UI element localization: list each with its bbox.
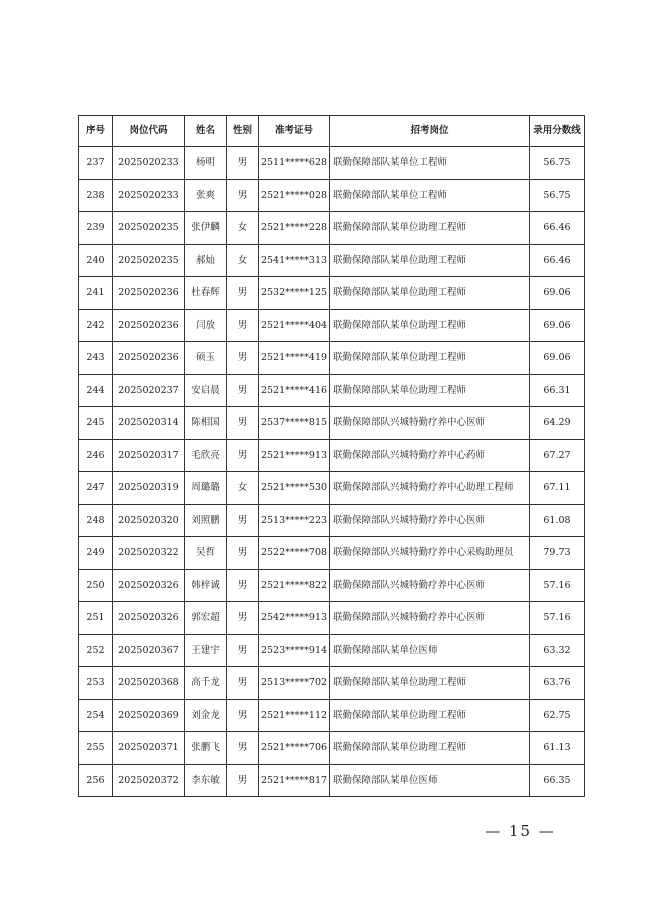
table-row: [79, 147, 585, 180]
ticket-number-cell: 2521*****530: [259, 472, 330, 505]
position-code-cell: 2025020372: [113, 764, 185, 797]
recruit-position-header: 招考岗位: [330, 116, 530, 147]
score-line-cell: 56.75: [530, 179, 585, 212]
table-row: [79, 244, 585, 277]
name-cell: 吴哲: [185, 537, 227, 570]
recruit-position-cell: 联勤保障部队兴城特勤疗养中心医师: [330, 407, 530, 440]
position-code-cell: 2025020320: [113, 504, 185, 537]
recruit-position-cell: 联勤保障部队某单位助理工程师: [330, 667, 530, 700]
score-line-cell: 64.29: [530, 407, 585, 440]
gender-cell: 男: [227, 147, 259, 180]
ticket-number-cell: 2521*****419: [259, 342, 330, 375]
recruit-position-cell: 联勤保障部队某单位助理工程师: [330, 212, 530, 245]
seq-cell: 249: [79, 537, 113, 570]
ticket-number-cell: 2532*****125: [259, 277, 330, 310]
ticket-number-cell: 2511*****628: [259, 147, 330, 180]
recruit-position-cell: 联勤保障部队兴城特勤疗养中心医师: [330, 504, 530, 537]
table-row: [79, 374, 585, 407]
name-cell: 安启晨: [185, 374, 227, 407]
gender-cell: 男: [227, 602, 259, 635]
recruit-position-cell: 联勤保障部队某单位助理工程师: [330, 244, 530, 277]
ticket-number-cell: 2521*****416: [259, 374, 330, 407]
table-body: [79, 147, 585, 797]
name-cell: 毛欣亮: [185, 439, 227, 472]
seq-cell: 250: [79, 569, 113, 602]
table-row: [79, 179, 585, 212]
gender-cell: 男: [227, 537, 259, 570]
score-line-cell: 61.13: [530, 732, 585, 765]
table-row: [79, 569, 585, 602]
name-cell: 韩梓诚: [185, 569, 227, 602]
position-code-cell: 2025020367: [113, 634, 185, 667]
position-code-cell: 2025020317: [113, 439, 185, 472]
score-line-cell: 62.75: [530, 699, 585, 732]
recruit-position-cell: 联勤保障部队兴城特勤疗养中心医师: [330, 602, 530, 635]
score-line-cell: 69.06: [530, 277, 585, 310]
name-cell: 郝灿: [185, 244, 227, 277]
seq-cell: 237: [79, 147, 113, 180]
gender-cell: 女: [227, 212, 259, 245]
score-line-cell: 63.76: [530, 667, 585, 700]
ticket-number-cell: 2521*****028: [259, 179, 330, 212]
name-cell: 闫放: [185, 309, 227, 342]
name-cell: 高千龙: [185, 667, 227, 700]
table-row: [79, 764, 585, 797]
name-cell: 杨明: [185, 147, 227, 180]
seq-cell: 255: [79, 732, 113, 765]
name-cell: 陈相国: [185, 407, 227, 440]
score-line-cell: 66.35: [530, 764, 585, 797]
seq-cell: 247: [79, 472, 113, 505]
ticket-number-cell: 2521*****913: [259, 439, 330, 472]
header-row: [79, 116, 585, 147]
page-number: — 15 —: [485, 822, 556, 840]
position-code-cell: 2025020236: [113, 309, 185, 342]
name-cell: 杜春辉: [185, 277, 227, 310]
position-code-cell: 2025020371: [113, 732, 185, 765]
score-line-cell: 61.08: [530, 504, 585, 537]
seq-cell: 241: [79, 277, 113, 310]
score-line-cell: 57.16: [530, 602, 585, 635]
gender-cell: 女: [227, 244, 259, 277]
recruit-position-cell: 联勤保障部队某单位工程师: [330, 147, 530, 180]
score-line-cell: 67.11: [530, 472, 585, 505]
seq-cell: 243: [79, 342, 113, 375]
position-code-cell: 2025020233: [113, 179, 185, 212]
ticket-number-cell: 2513*****702: [259, 667, 330, 700]
table-row: [79, 602, 585, 635]
score-line-cell: 66.31: [530, 374, 585, 407]
seq-cell: 245: [79, 407, 113, 440]
recruit-position-cell: 联勤保障部队某单位助理工程师: [330, 699, 530, 732]
table-row: [79, 407, 585, 440]
seq-cell: 238: [79, 179, 113, 212]
score-line-cell: 67.27: [530, 439, 585, 472]
position-code-cell: 2025020326: [113, 602, 185, 635]
seq-cell: 251: [79, 602, 113, 635]
score-line-cell: 69.06: [530, 309, 585, 342]
gender-cell: 男: [227, 407, 259, 440]
seq-cell: 248: [79, 504, 113, 537]
table-row: [79, 537, 585, 570]
gender-cell: 男: [227, 699, 259, 732]
gender-cell: 男: [227, 667, 259, 700]
table-row: [79, 277, 585, 310]
position-code-cell: 2025020326: [113, 569, 185, 602]
recruit-position-cell: 联勤保障部队某单位工程师: [330, 179, 530, 212]
table-row: [79, 732, 585, 765]
ticket-number-cell: 2521*****817: [259, 764, 330, 797]
gender-cell: 男: [227, 569, 259, 602]
recruit-position-cell: 联勤保障部队某单位医师: [330, 764, 530, 797]
recruit-position-cell: 联勤保障部队某单位医师: [330, 634, 530, 667]
seq-cell: 242: [79, 309, 113, 342]
seq-cell: 239: [79, 212, 113, 245]
position-code-cell: 2025020233: [113, 147, 185, 180]
seq-cell: 252: [79, 634, 113, 667]
recruit-position-cell: 联勤保障部队某单位助理工程师: [330, 342, 530, 375]
ticket-number-cell: 2521*****706: [259, 732, 330, 765]
gender-cell: 男: [227, 732, 259, 765]
recruit-position-cell: 联勤保障部队某单位助理工程师: [330, 277, 530, 310]
table-row: [79, 634, 585, 667]
seq-cell: 240: [79, 244, 113, 277]
name-cell: 王建宇: [185, 634, 227, 667]
position-code-cell: 2025020369: [113, 699, 185, 732]
recruit-position-cell: 联勤保障部队兴城特勤疗养中心药师: [330, 439, 530, 472]
seq-cell: 254: [79, 699, 113, 732]
ticket-number-cell: 2522*****708: [259, 537, 330, 570]
gender-cell: 男: [227, 764, 259, 797]
seq-header: 序号: [79, 116, 113, 147]
name-cell: 郭宏超: [185, 602, 227, 635]
score-line-cell: 56.75: [530, 147, 585, 180]
position-code-header: 岗位代码: [113, 116, 185, 147]
table-row: [79, 504, 585, 537]
position-code-cell: 2025020236: [113, 277, 185, 310]
ticket-number-cell: 2537*****815: [259, 407, 330, 440]
gender-cell: 男: [227, 309, 259, 342]
results-table: [78, 115, 585, 797]
position-code-cell: 2025020322: [113, 537, 185, 570]
score-line-cell: 66.46: [530, 244, 585, 277]
gender-header: 性别: [227, 116, 259, 147]
table-row: [79, 699, 585, 732]
seq-cell: 244: [79, 374, 113, 407]
name-cell: 刘金龙: [185, 699, 227, 732]
gender-cell: 男: [227, 504, 259, 537]
name-cell: 张爽: [185, 179, 227, 212]
seq-cell: 246: [79, 439, 113, 472]
gender-cell: 男: [227, 439, 259, 472]
score-line-cell: 66.46: [530, 212, 585, 245]
score-line-header: 录用分数线: [530, 116, 585, 147]
ticket-number-cell: 2513*****223: [259, 504, 330, 537]
score-line-cell: 63.32: [530, 634, 585, 667]
ticket-number-header: 准考证号: [259, 116, 330, 147]
table-row: [79, 667, 585, 700]
ticket-number-cell: 2523*****914: [259, 634, 330, 667]
recruit-position-cell: 联勤保障部队某单位助理工程师: [330, 309, 530, 342]
ticket-number-cell: 2521*****822: [259, 569, 330, 602]
position-code-cell: 2025020314: [113, 407, 185, 440]
ticket-number-cell: 2521*****228: [259, 212, 330, 245]
recruit-position-cell: 联勤保障部队某单位助理工程师: [330, 374, 530, 407]
ticket-number-cell: 2521*****112: [259, 699, 330, 732]
gender-cell: 男: [227, 634, 259, 667]
gender-cell: 男: [227, 277, 259, 310]
name-cell: 张伊麟: [185, 212, 227, 245]
position-code-cell: 2025020235: [113, 244, 185, 277]
name-cell: 硕玉: [185, 342, 227, 375]
table-row: [79, 309, 585, 342]
gender-cell: 男: [227, 374, 259, 407]
table-header: [79, 116, 585, 147]
name-cell: 周璐璐: [185, 472, 227, 505]
table-row: [79, 342, 585, 375]
score-line-cell: 79.73: [530, 537, 585, 570]
ticket-number-cell: 2542*****913: [259, 602, 330, 635]
ticket-number-cell: 2541*****313: [259, 244, 330, 277]
name-cell: 刘照鹏: [185, 504, 227, 537]
position-code-cell: 2025020235: [113, 212, 185, 245]
gender-cell: 女: [227, 472, 259, 505]
recruit-position-cell: 联勤保障部队兴城特勤疗养中心助理工程师: [330, 472, 530, 505]
position-code-cell: 2025020237: [113, 374, 185, 407]
recruit-position-cell: 联勤保障部队某单位助理工程师: [330, 732, 530, 765]
seq-cell: 253: [79, 667, 113, 700]
position-code-cell: 2025020368: [113, 667, 185, 700]
recruit-position-cell: 联勤保障部队兴城特勤疗养中心采购助理员: [330, 537, 530, 570]
ticket-number-cell: 2521*****404: [259, 309, 330, 342]
name-cell: 李东敏: [185, 764, 227, 797]
name-header: 姓名: [185, 116, 227, 147]
position-code-cell: 2025020319: [113, 472, 185, 505]
name-cell: 张鹏飞: [185, 732, 227, 765]
gender-cell: 男: [227, 342, 259, 375]
score-line-cell: 69.06: [530, 342, 585, 375]
table-row: [79, 472, 585, 505]
position-code-cell: 2025020236: [113, 342, 185, 375]
gender-cell: 男: [227, 179, 259, 212]
score-line-cell: 57.16: [530, 569, 585, 602]
table-row: [79, 439, 585, 472]
recruit-position-cell: 联勤保障部队兴城特勤疗养中心医师: [330, 569, 530, 602]
seq-cell: 256: [79, 764, 113, 797]
table-row: [79, 212, 585, 245]
